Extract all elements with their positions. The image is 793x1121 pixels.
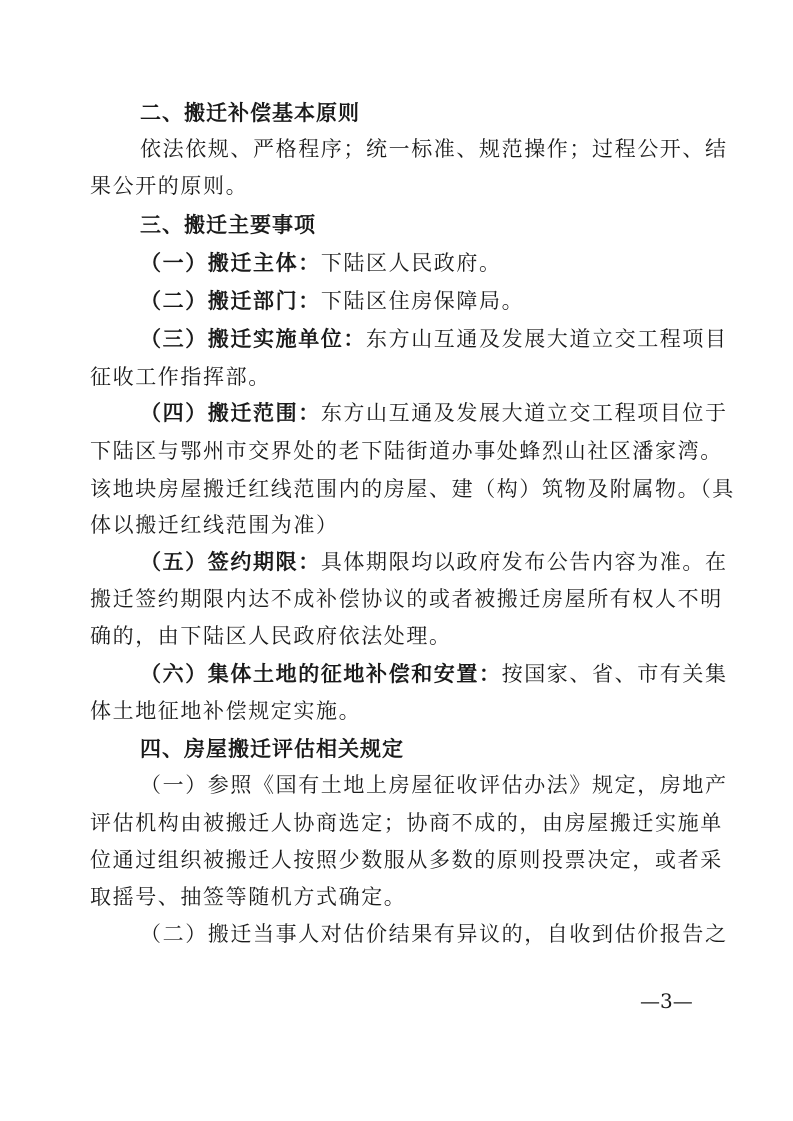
item-text: 下陆区人民政府。 xyxy=(320,251,502,275)
paragraph-line: 体土地征地补偿规定实施。 xyxy=(90,699,362,723)
item-text: 东方山互通及发展大道立交工程项目 xyxy=(366,327,728,351)
paragraph-line: （一）参照《国有土地上房屋征收评估办法》规定，房地产 xyxy=(140,773,728,797)
paragraph-line: 评估机构由被搬迁人协商选定；协商不成的，由房屋搬迁实施单 xyxy=(90,811,723,835)
item-text: 具体期限均以政府发布公告内容为准。在 xyxy=(320,550,728,574)
item-label: （二）搬迁部门： xyxy=(140,289,321,313)
paragraph-line: （二）搬迁当事人对估价结果有异议的，自收到估价报告之 xyxy=(140,922,728,946)
item-label: （一）搬迁主体： xyxy=(140,251,321,275)
paragraph-line: 该地块房屋搬迁红线范围内的房屋、建（构）筑物及附属物。（具 xyxy=(90,477,735,501)
section-heading: 四、房屋搬迁评估相关规定 xyxy=(140,737,404,761)
list-item xyxy=(140,400,728,426)
list-item xyxy=(140,250,710,276)
paragraph-line: 体以搬迁红线范围为准） xyxy=(90,513,339,537)
paragraph-line: 位通过组织被搬迁人按照少数服从多数的原则投票决定，或者采 xyxy=(90,848,723,872)
paragraph-line: 搬迁签约期限内达不成补偿协议的或者被搬迁房屋所有权人不明 xyxy=(90,587,723,611)
item-text: 按国家、省、市有关集 xyxy=(501,662,728,686)
list-item xyxy=(140,326,728,352)
list-item xyxy=(140,549,728,575)
paragraph-line: 确的，由下陆区人民政府依法处理。 xyxy=(90,624,452,648)
paragraph-line: 征收工作指挥部。 xyxy=(90,365,271,389)
list-item xyxy=(140,288,710,314)
paragraph-line: 下陆区与鄂州市交界处的老下陆街道办事处蜂烈山社区潘家湾。 xyxy=(90,439,723,463)
paragraph-line: 取摇号、抽签等随机方式确定。 xyxy=(90,885,407,909)
paragraph-line: 依法依规、严格程序；统一标准、规范操作；过程公开、结 xyxy=(140,137,728,161)
item-text: 下陆区住房保障局。 xyxy=(320,289,525,313)
item-label: （三）搬迁实施单位： xyxy=(140,327,366,351)
item-label: （六）集体土地的征地补偿和安置： xyxy=(140,662,502,686)
item-label: （四）搬迁范围： xyxy=(140,401,321,425)
section-heading: 二、搬迁补偿基本原则 xyxy=(140,101,360,125)
paragraph-line: 果公开的原则。 xyxy=(90,174,249,198)
page-number: —3— xyxy=(640,989,693,1013)
section-heading: 三、搬迁主要事项 xyxy=(140,213,316,237)
list-item xyxy=(140,661,728,687)
item-text: 东方山互通及发展大道立交工程项目位于 xyxy=(320,401,728,425)
item-label: （五）签约期限： xyxy=(140,550,321,574)
